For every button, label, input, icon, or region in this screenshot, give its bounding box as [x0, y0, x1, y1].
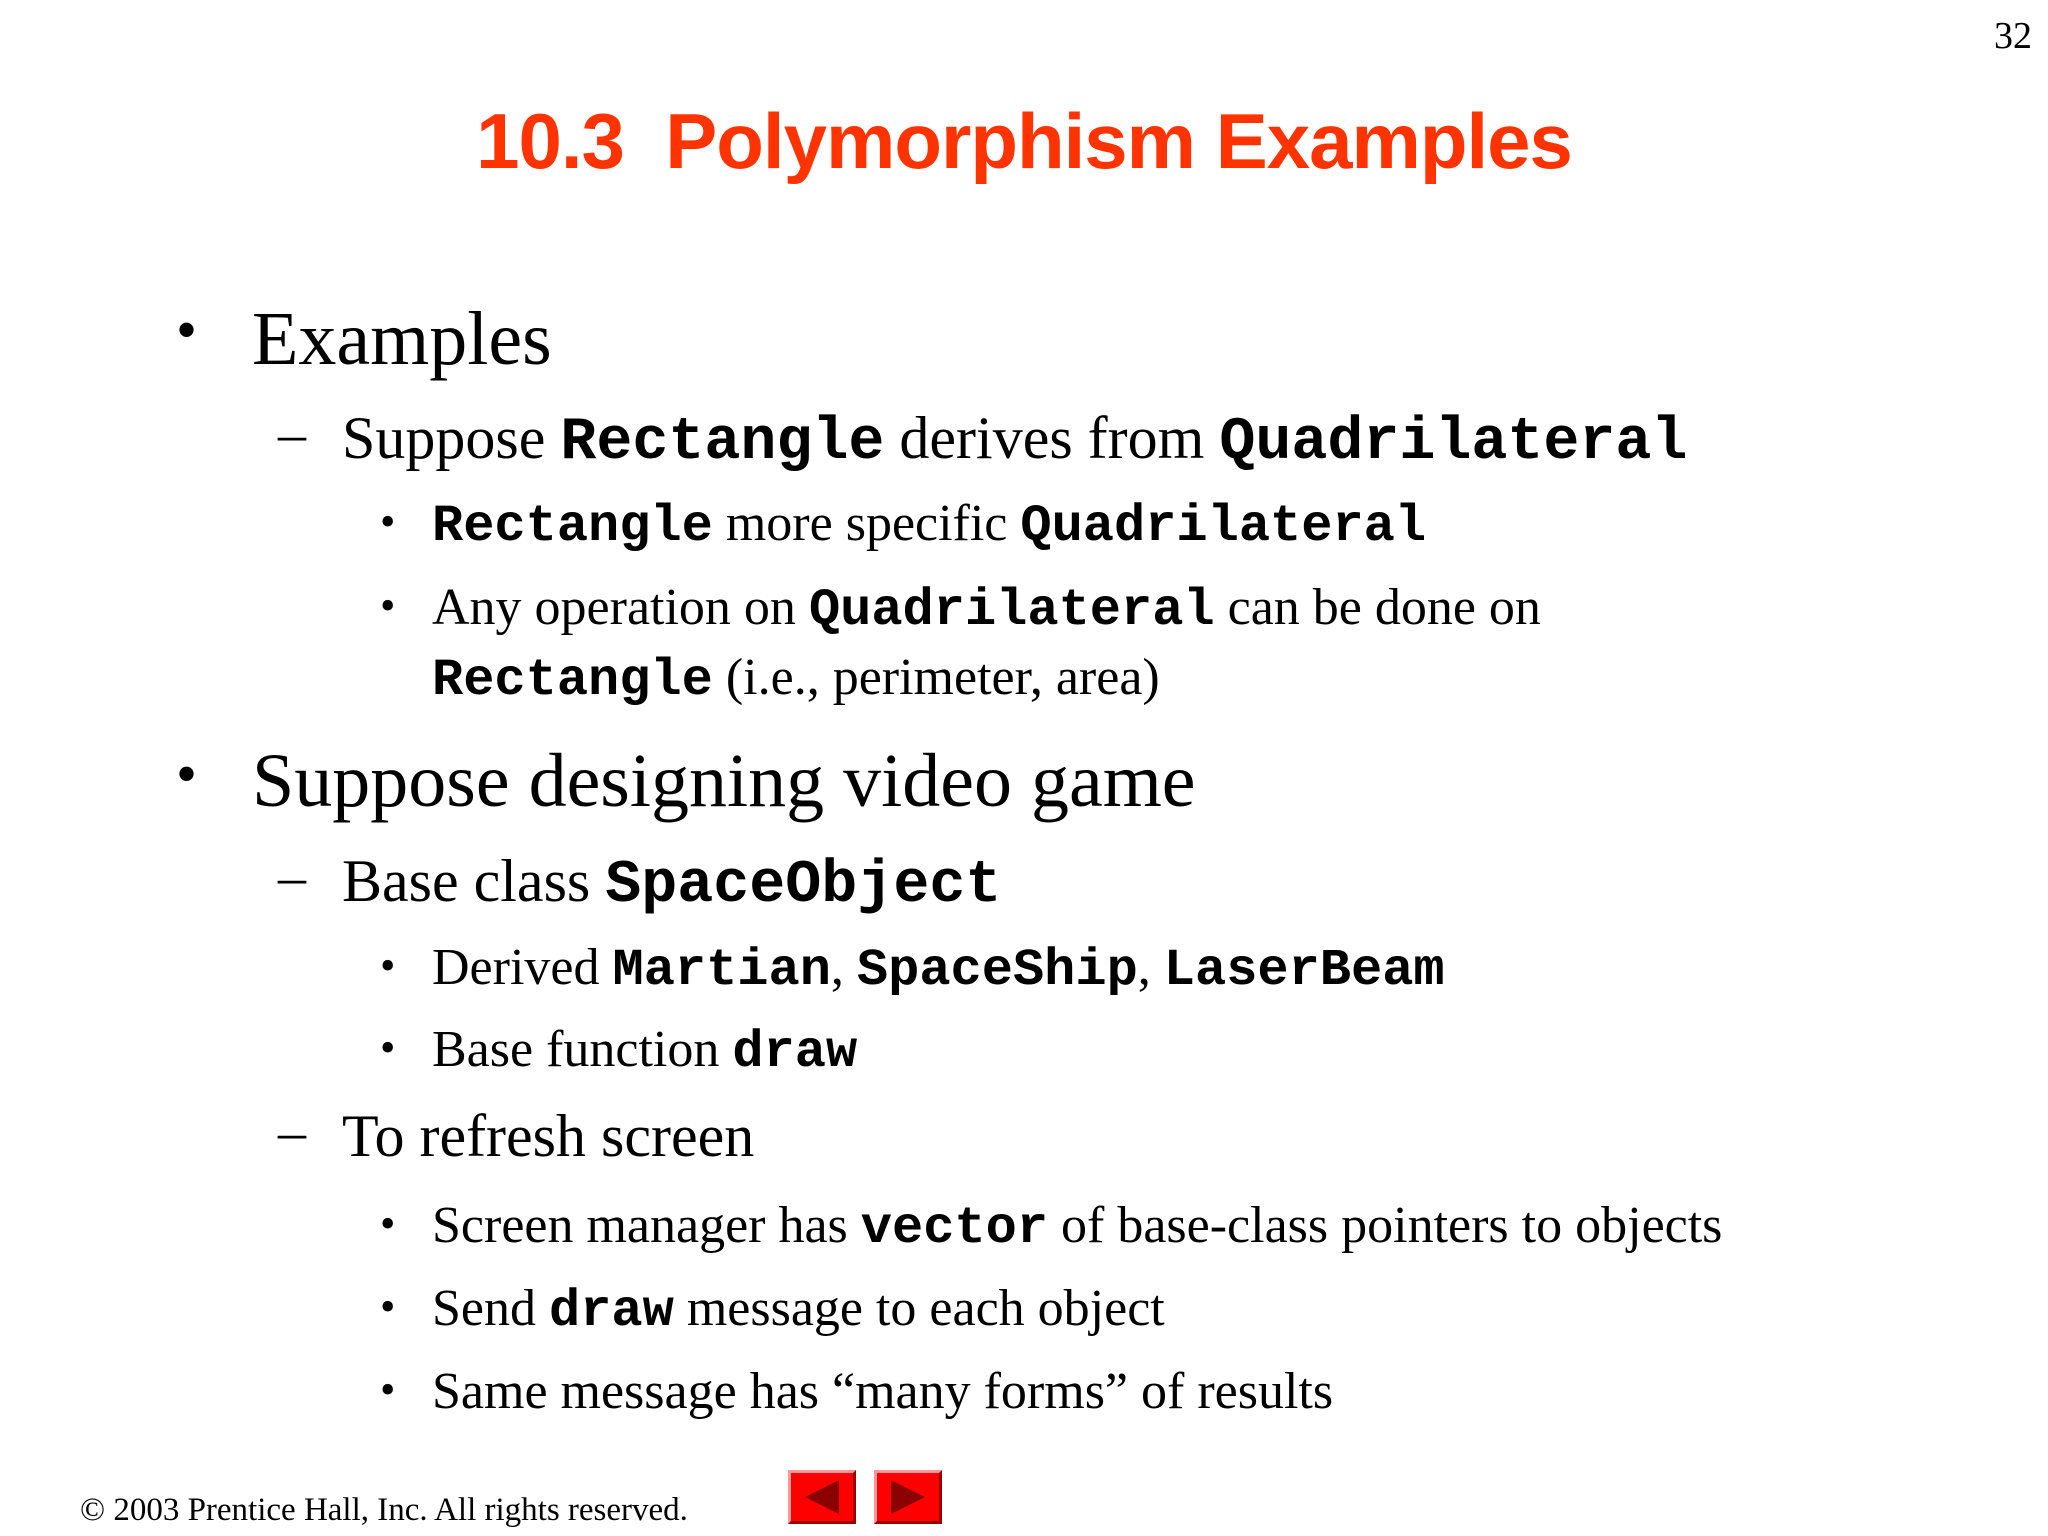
bullet-send-draw: Send draw message to each object	[432, 1280, 1165, 1341]
bullet-any-operation-continued: Rectangle (i.e., perimeter, area)	[432, 649, 1160, 710]
bullet-dot: •	[380, 1199, 396, 1248]
dash-marker: –	[278, 403, 306, 465]
bullet-same-message: Same message has “many forms” of results	[432, 1363, 1334, 1420]
bullet-suppose-rectangle: Suppose Rectangle derives from Quadrilateral	[342, 405, 1688, 477]
bullet-dot: •	[176, 741, 198, 807]
bullet-dot: •	[176, 297, 198, 363]
copyright-footer: © 2003 Prentice Hall, Inc. All rights reserved.	[80, 1492, 688, 1528]
bullet-derived: Derived Martian, SpaceShip, LaserBeam	[432, 939, 1445, 1000]
bullet-dot: •	[380, 1365, 396, 1414]
bullet-video-game: Suppose designing video game	[252, 739, 1196, 823]
bullet-dot: •	[380, 497, 396, 546]
slide-number: 32	[1994, 15, 2032, 57]
dash-marker: –	[278, 1101, 306, 1163]
previous-slide-button[interactable]	[788, 1470, 856, 1524]
right-arrow-icon	[877, 1473, 939, 1521]
slide-title: 10.3 Polymorphism Examples	[476, 97, 1572, 185]
dash-marker: –	[278, 846, 306, 908]
bullet-screen-manager: Screen manager has vector of base-class pointers to objects	[432, 1197, 1723, 1258]
bullet-base-class: Base class SpaceObject	[342, 848, 1002, 920]
bullet-dot: •	[380, 1282, 396, 1331]
bullet-rectangle-specific: Rectangle more specific Quadrilateral	[432, 495, 1427, 556]
bullet-base-function: Base function draw	[432, 1021, 858, 1082]
bullet-refresh-screen: To refresh screen	[342, 1103, 755, 1169]
next-slide-button[interactable]	[874, 1470, 942, 1524]
bullet-dot: •	[380, 941, 396, 990]
bullet-any-operation: Any operation on Quadrilateral can be done on	[432, 579, 1541, 640]
bullet-dot: •	[380, 1023, 396, 1072]
bullet-dot: •	[380, 581, 396, 630]
left-arrow-icon	[791, 1473, 853, 1521]
bullet-examples: Examples	[252, 297, 552, 381]
